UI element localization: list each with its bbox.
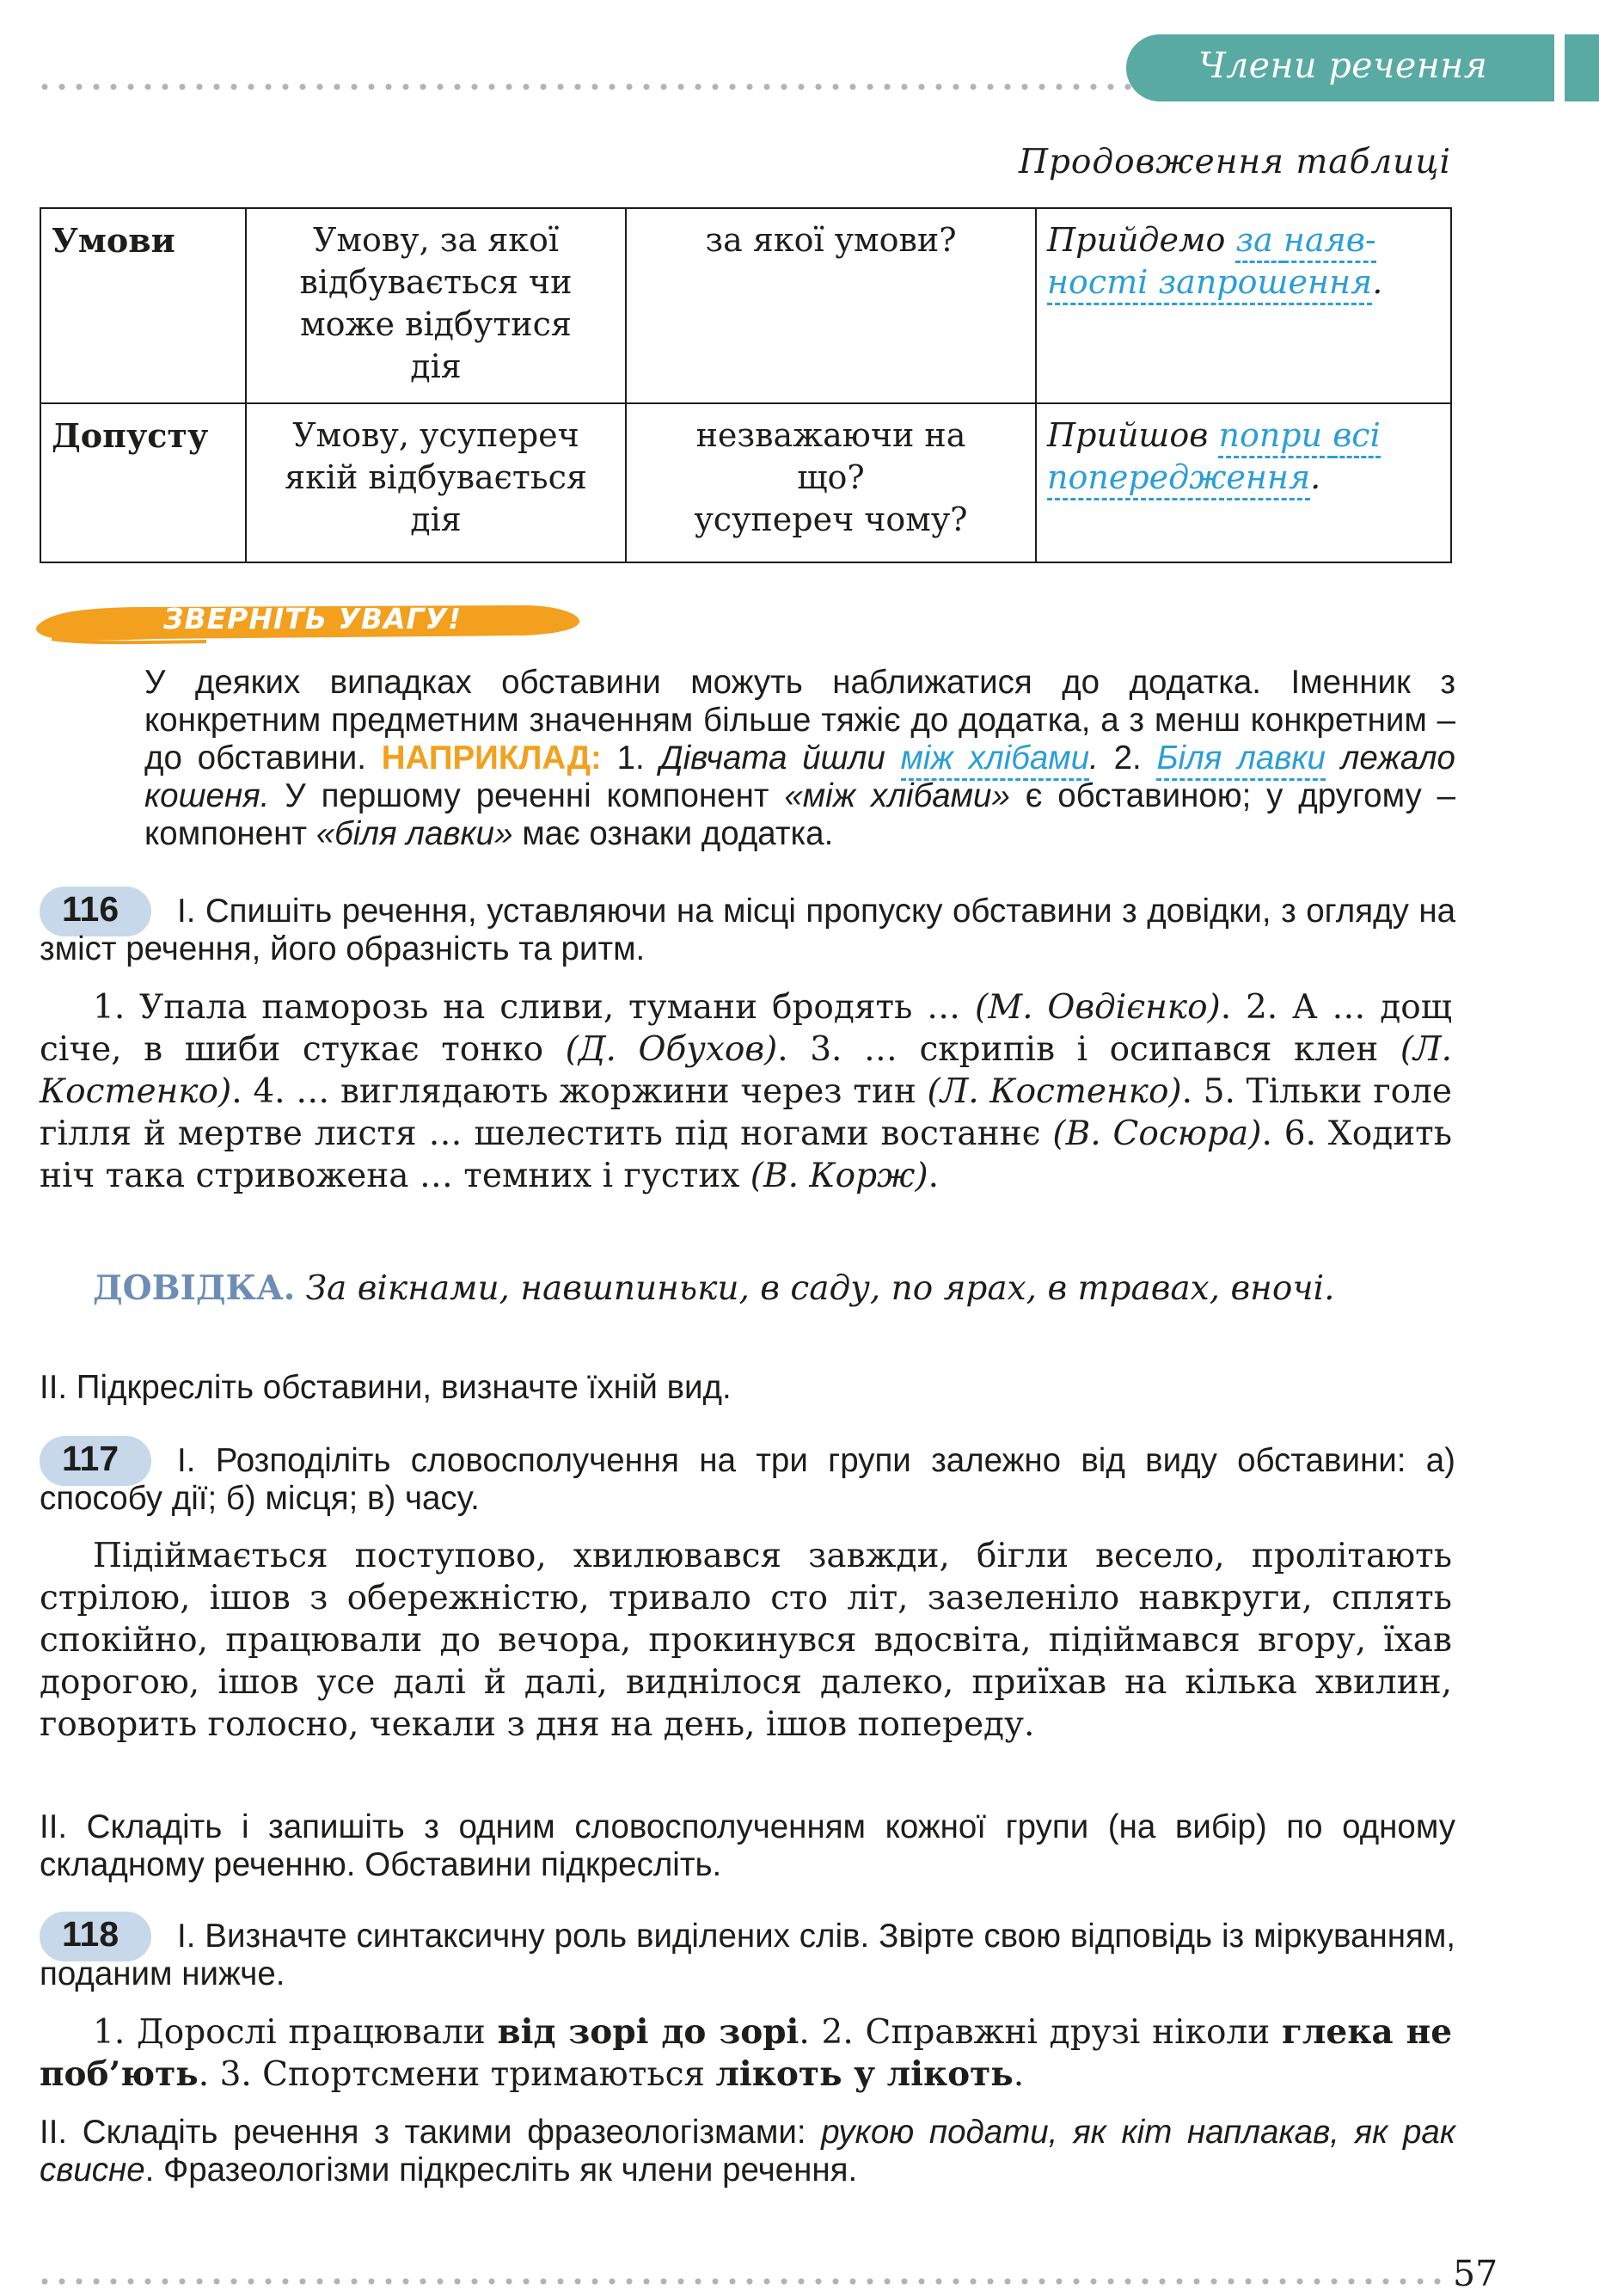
adverbial-highlight: ності запрошення <box>1047 263 1372 305</box>
table-cell-type: Допусту <box>40 403 246 562</box>
adverbial-highlight: наяв- <box>1283 221 1376 263</box>
highlighted-phrase: глека не поб’ють <box>40 2012 1453 2094</box>
adverbial-highlight: всі <box>1332 416 1381 458</box>
adverbial-highlight: Біля лавки <box>1156 740 1325 781</box>
adverbial-highlight: попри <box>1218 416 1332 458</box>
exercise-sentences: 1. Упала паморозь на сливи, тумани бродять … (М. Овдієнко). 2. А … дощ січе, в шиби стукає тонко (Д. Обухов). 3. … скрипів і осипався клен (Л. Костенко). 4. … виглядають жоржини через тин (Л. Костенко). 5. Тільки голе гілля й мертве листя … шелестить під ногами востаннє (В. Сосюра). 6. Ходить ніч така стривожена … темних і густих (В. Корж). <box>40 988 1452 1195</box>
adverbial-highlight: попередження <box>1047 458 1310 500</box>
table-cell-question: за якої умови? <box>626 208 1036 403</box>
attention-label: ЗВЕРНІТЬ УВАГУ! <box>163 602 463 635</box>
table-cell-example: Прийдемо за наяв- ності запрошення. <box>1036 208 1451 403</box>
header-dotted-line <box>36 83 1145 91</box>
highlighted-phrase: від зорі до зорі <box>497 2012 800 2052</box>
section-title: Члени речення <box>1198 45 1488 86</box>
table-cell-type: Умови <box>40 208 246 403</box>
example-label: НАПРИКЛАД: <box>381 740 602 777</box>
reference-label: ДОВІДКА. <box>93 1268 296 1308</box>
table-row <box>40 208 1451 403</box>
reference-block: ДОВІДКА. За вікнами, навшпиньки, в саду, по ярах, в травах, вночі. <box>93 1268 1335 1308</box>
exercise-task: ІІ. Підкресліть обставини, визначте їхній вид. <box>40 1369 732 1406</box>
page-number: 57 <box>1453 2253 1498 2294</box>
exercise-task: І. Визначте синтаксичну роль виділених слів. Звірте свою відповідь із міркуванням, поданим нижче. <box>40 1918 1455 1992</box>
exercise-task: І. Розподіліть словосполучення на три групи залежно від виду обставини: а) способу дії; б) місця; в) часу. <box>40 1442 1455 1517</box>
idioms: рукою подати, як кіт наплакав, як рак свисне <box>40 2114 1455 2189</box>
exercise-number: 117 <box>62 1439 119 1478</box>
exercise-task: ІІ. Складіть і запишіть з одним словосполученням кожної групи (на вибір) по одному складному реченню. Обставини підкресліть. <box>40 1808 1455 1883</box>
table-caption: Продовження таблиці <box>1018 143 1451 181</box>
adverbial-highlight: за <box>1235 221 1283 263</box>
attention-note: У деяких випадках обставини можуть наближатися до додатка. Іменник з конкретним предметним значенням більше тяжіє до додатка, а з менш конкретним – до обставини. НАПРИКЛАД: 1. Дівчата йшли між хлібами. 2. Біля лавки лежало кошеня. У першому реченні компонент «між хлібами» є обставиною; у другому – компонент «біля лавки» має ознаки додатка. <box>144 664 1456 852</box>
exercise-task: ІІ. Складіть речення з такими фразеологізмами: рукою подати, як кіт наплакав, як рак свисне. Фразеологізми підкресліть як члени речення. <box>40 2114 1455 2189</box>
exercise-sentences: 1. Дорослі працювали від зорі до зорі. 2. Справжні друзі ніколи глека не поб’ють. 3. Спортсмени тримаються лікоть у лікоть. <box>40 2012 1453 2094</box>
adverbial-highlight: між хлібами <box>901 740 1090 781</box>
table-cell-meaning: Умову, усупереч якій відбувається дія <box>246 403 626 562</box>
exercise-text: Підіймається поступово, хвилювався завжди, бігли весело, пролітають стрілою, ішов з обережністю, тривало сто літ, зазеленіло навкруги, сплять спокійно, працювали до вечора, прокинувся вдосвіта, підіймався вгору, їхав дорогою, ішов усе далі й далі, виднілося далеко, приїхав на кілька хвилин, говорить голосно, чекали з дня на день, ішов попереду. <box>40 1537 1452 1744</box>
table-cell-meaning: Умову, за якої відбувається чи може відбутися дія <box>246 208 626 403</box>
adverbial-types-table <box>40 207 1452 563</box>
exercise-task: І. Спишіть речення, уставляючи на місці пропуску обставини з довідки, з огляду на зміст речення, його образність та ритм. <box>40 893 1455 967</box>
exercise-number: 118 <box>62 1914 119 1954</box>
footer-dotted-line <box>36 2277 1446 2286</box>
section-tab-edge <box>1565 34 1599 101</box>
table-cell-example: Прийшов попри всі попередження. <box>1036 403 1451 562</box>
exercise-number: 116 <box>62 889 119 929</box>
table-cell-question: незважаючи на що? усупереч чому? <box>626 403 1036 562</box>
table-row <box>40 403 1451 562</box>
highlighted-phrase: лікоть у лікоть <box>715 2054 1014 2094</box>
